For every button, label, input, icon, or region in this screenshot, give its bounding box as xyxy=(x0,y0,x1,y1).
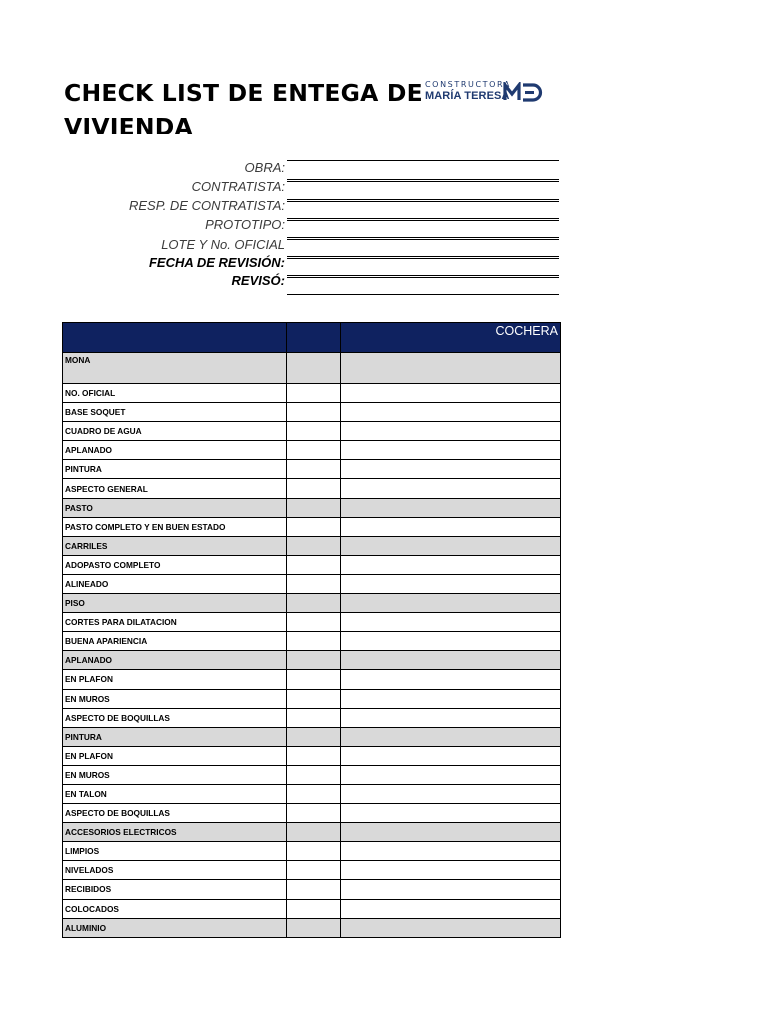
page-title: CHECK LIST DE ENTEGA DE VIVIENDA xyxy=(64,79,423,134)
notes-cell[interactable] xyxy=(341,536,561,555)
table-row xyxy=(63,899,561,918)
check-cell[interactable] xyxy=(287,594,341,613)
section-row xyxy=(63,594,561,613)
row-label: ADOPASTO COMPLETO xyxy=(63,555,287,574)
row-label: EN PLAFON xyxy=(63,746,287,765)
check-cell[interactable] xyxy=(287,460,341,479)
check-cell[interactable] xyxy=(287,918,341,937)
notes-cell[interactable] xyxy=(341,880,561,899)
notes-cell[interactable] xyxy=(341,422,561,441)
check-cell[interactable] xyxy=(287,632,341,651)
check-cell[interactable] xyxy=(287,555,341,574)
notes-cell[interactable] xyxy=(341,384,561,403)
check-cell[interactable] xyxy=(287,880,341,899)
row-label: BASE SOQUET xyxy=(63,403,287,422)
field-label: PROTOTIPO: xyxy=(205,217,285,232)
company-logo xyxy=(425,80,545,106)
notes-cell[interactable] xyxy=(341,479,561,498)
notes-cell[interactable] xyxy=(341,651,561,670)
row-label: APLANADO xyxy=(63,651,287,670)
table-row xyxy=(63,689,561,708)
section-row xyxy=(63,536,561,555)
notes-cell[interactable] xyxy=(341,517,561,536)
check-cell[interactable] xyxy=(287,670,341,689)
table-row xyxy=(63,765,561,784)
notes-cell[interactable] xyxy=(341,441,561,460)
notes-cell[interactable] xyxy=(341,727,561,746)
header-cell-cochera: COCHERA xyxy=(341,323,561,353)
notes-cell[interactable] xyxy=(341,594,561,613)
check-cell[interactable] xyxy=(287,498,341,517)
row-label: COLOCADOS xyxy=(63,899,287,918)
row-label: RECIBIDOS xyxy=(63,880,287,899)
row-label: PINTURA xyxy=(63,460,287,479)
notes-cell[interactable] xyxy=(341,918,561,937)
row-label: ACCESORIOS ELECTRICOS xyxy=(63,823,287,842)
check-cell[interactable] xyxy=(287,689,341,708)
check-cell[interactable] xyxy=(287,613,341,632)
check-cell[interactable] xyxy=(287,353,341,384)
notes-cell[interactable] xyxy=(341,899,561,918)
check-cell[interactable] xyxy=(287,574,341,593)
row-label: LIMPIOS xyxy=(63,842,287,861)
row-label: ASPECTO DE BOQUILLAS xyxy=(63,804,287,823)
check-cell[interactable] xyxy=(287,651,341,670)
row-label: APLANADO xyxy=(63,441,287,460)
notes-cell[interactable] xyxy=(341,670,561,689)
table-row xyxy=(63,422,561,441)
check-cell[interactable] xyxy=(287,842,341,861)
row-label: PASTO COMPLETO Y EN BUEN ESTADO xyxy=(63,517,287,536)
table-row xyxy=(63,842,561,861)
notes-cell[interactable] xyxy=(341,689,561,708)
field-input-line[interactable] xyxy=(287,179,559,182)
notes-cell[interactable] xyxy=(341,555,561,574)
field-input-line[interactable] xyxy=(287,160,559,161)
check-cell[interactable] xyxy=(287,804,341,823)
section-row xyxy=(63,353,561,384)
check-cell[interactable] xyxy=(287,441,341,460)
section-row xyxy=(63,727,561,746)
row-label: CUADRO DE AGUA xyxy=(63,422,287,441)
check-cell[interactable] xyxy=(287,403,341,422)
table-row xyxy=(63,613,561,632)
check-cell[interactable] xyxy=(287,384,341,403)
row-label: PINTURA xyxy=(63,727,287,746)
check-cell[interactable] xyxy=(287,765,341,784)
check-cell[interactable] xyxy=(287,422,341,441)
table-row xyxy=(63,746,561,765)
table-row xyxy=(63,670,561,689)
notes-cell[interactable] xyxy=(341,574,561,593)
check-cell[interactable] xyxy=(287,517,341,536)
table-row xyxy=(63,880,561,899)
field-label: LOTE Y No. OFICIAL xyxy=(161,237,285,252)
section-row xyxy=(63,498,561,517)
row-label: MONA xyxy=(63,353,287,384)
check-cell[interactable] xyxy=(287,899,341,918)
header-cell-item xyxy=(63,323,287,353)
field-input-line[interactable] xyxy=(287,218,559,221)
table-row xyxy=(63,479,561,498)
table-row xyxy=(63,708,561,727)
table-row xyxy=(63,804,561,823)
check-cell[interactable] xyxy=(287,746,341,765)
row-label: EN MUROS xyxy=(63,765,287,784)
row-label: PISO xyxy=(63,594,287,613)
section-row xyxy=(63,918,561,937)
row-label: EN PLAFON xyxy=(63,670,287,689)
row-label: NO. OFICIAL xyxy=(63,384,287,403)
notes-cell[interactable] xyxy=(341,498,561,517)
field-label: REVISÓ: xyxy=(231,273,285,288)
field-label: OBRA: xyxy=(244,160,285,175)
table-row xyxy=(63,861,561,880)
notes-cell[interactable] xyxy=(341,804,561,823)
notes-cell[interactable] xyxy=(341,746,561,765)
notes-cell[interactable] xyxy=(341,765,561,784)
notes-cell[interactable] xyxy=(341,632,561,651)
table-header-row xyxy=(63,323,561,353)
notes-cell[interactable] xyxy=(341,460,561,479)
table-row xyxy=(63,632,561,651)
table-row xyxy=(63,574,561,593)
field-input-line[interactable] xyxy=(287,199,559,202)
notes-cell[interactable] xyxy=(341,403,561,422)
field-label: RESP. DE CONTRATISTA: xyxy=(128,198,285,213)
check-cell[interactable] xyxy=(287,727,341,746)
check-cell[interactable] xyxy=(287,479,341,498)
row-label: ASPECTO DE BOQUILLAS xyxy=(63,708,287,727)
notes-cell[interactable] xyxy=(341,823,561,842)
field-label: FECHA DE REVISIÓN: xyxy=(148,255,285,270)
notes-cell[interactable] xyxy=(341,842,561,861)
checklist-table xyxy=(62,322,561,938)
notes-cell[interactable] xyxy=(341,861,561,880)
header-cell-check xyxy=(287,323,341,353)
check-cell[interactable] xyxy=(287,861,341,880)
row-label: ALINEADO xyxy=(63,574,287,593)
check-cell[interactable] xyxy=(287,708,341,727)
check-cell[interactable] xyxy=(287,536,341,555)
field-label: CONTRATISTA: xyxy=(191,179,285,194)
notes-cell[interactable] xyxy=(341,784,561,803)
field-input-line[interactable] xyxy=(287,256,559,259)
logo-line1: CONSTRUCTORA xyxy=(425,80,511,89)
table-row xyxy=(63,441,561,460)
notes-cell[interactable] xyxy=(341,353,561,384)
table-row xyxy=(63,517,561,536)
row-label: NIVELADOS xyxy=(63,861,287,880)
notes-cell[interactable] xyxy=(341,613,561,632)
row-label: BUENA APARIENCIA xyxy=(63,632,287,651)
row-label: ALUMINIO xyxy=(63,918,287,937)
section-row xyxy=(63,651,561,670)
section-row xyxy=(63,823,561,842)
logo-mark-icon xyxy=(503,82,543,102)
field-input-line[interactable] xyxy=(287,237,559,240)
field-input-line[interactable] xyxy=(287,275,559,278)
table-row xyxy=(63,555,561,574)
row-label: ASPECTO GENERAL xyxy=(63,479,287,498)
row-label: EN MUROS xyxy=(63,689,287,708)
row-label: CARRILES xyxy=(63,536,287,555)
check-cell[interactable] xyxy=(287,823,341,842)
table-row xyxy=(63,784,561,803)
row-label: EN TALON xyxy=(63,784,287,803)
logo-line2: MARÍA TERESA xyxy=(425,90,510,102)
row-label: PASTO xyxy=(63,498,287,517)
table-row xyxy=(63,384,561,403)
table-row xyxy=(63,460,561,479)
notes-cell[interactable] xyxy=(341,708,561,727)
field-input-line[interactable] xyxy=(287,294,559,295)
row-label: CORTES PARA DILATACION xyxy=(63,613,287,632)
check-cell[interactable] xyxy=(287,784,341,803)
table-row xyxy=(63,403,561,422)
